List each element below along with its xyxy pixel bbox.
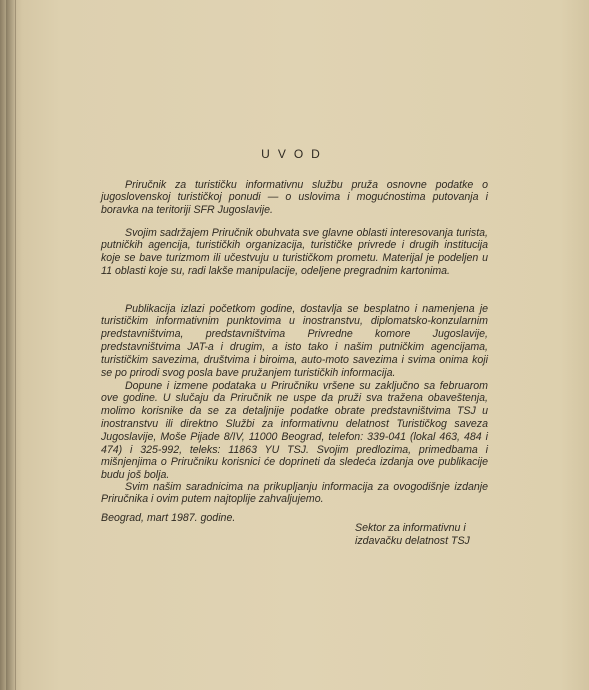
signature-line-1: Sektor za informativnu i	[355, 522, 466, 534]
signature-line-2: izdavačku delatnost TSJ	[355, 534, 470, 547]
page-title: UVOD	[261, 147, 328, 161]
paragraph-publication: Publikacija izlazi početkom godine, dostavlja se besplatno i namenjena je turističkim informativnim punktovima u inostranstvu, diplomatsko-konzularnim predstavništvima, predstavništvima Privredne komore Jugoslavije, predstavništvima JAT-a i drugim, a isto tako i našim putničkim agencijama, turističkim savezima, društvima i biroima, auto-moto savezima i svima onima koji se po prirodi svog posla bave pružanjem turističkih informacija.	[101, 302, 488, 379]
page-edge	[15, 0, 16, 690]
paragraph-thanks: Svim našim saradnicima na prikupljanju informacija za ovogodišnje izdanje Priručnika i ovim putem najtoplije zahvaljujemo.	[101, 480, 488, 506]
signature-block	[355, 522, 495, 548]
paragraph-intro: Priručnik za turističku informativnu službu pruža osnovne podatke o jugoslovenskoj turističkoj ponudi — o uslovima i mogućnostima putovanja i boravka na teritoriji SFR Jugoslavije.	[101, 178, 488, 217]
paragraph-updates: Dopune i izmene podataka u Priručniku vršene su zaključno sa februarom ove godine. U slučaju da Priručnik ne uspe da pruži sva tražena obaveštenja, molimo korisnike da se za detaljnije podatke obrate predstavništvima TSJ u inostranstvu ili direktno Službi za informativnu delatnost Turističkog saveza Jugoslavije, Moše Pijade 8/IV, 11000 Beograd, telefon: 339-041 (lokal 463, 484 i 474) i 325-992, teleks: 11863 YU TSJ. Svojim predlozima, primedbama i mišnjenjima o Priručniku korisnici će doprineti da sledeća izdanja ove publikacije budu još bolja.	[101, 379, 488, 482]
paragraph-content: Svojim sadržajem Priručnik obuhvata sve glavne oblasti interesovanja turista, putničkih agencija, turističkih organizacija, turističke privrede i drugih institucija koje se bave turizmom ili učestvuju u turističkom prometu. Materijal je podeljen u 11 oblasti koje su, radi lakše manipulacije, odeljene pregradnim kartonima.	[101, 226, 488, 277]
place-date: Beograd, mart 1987. godine.	[101, 512, 236, 524]
